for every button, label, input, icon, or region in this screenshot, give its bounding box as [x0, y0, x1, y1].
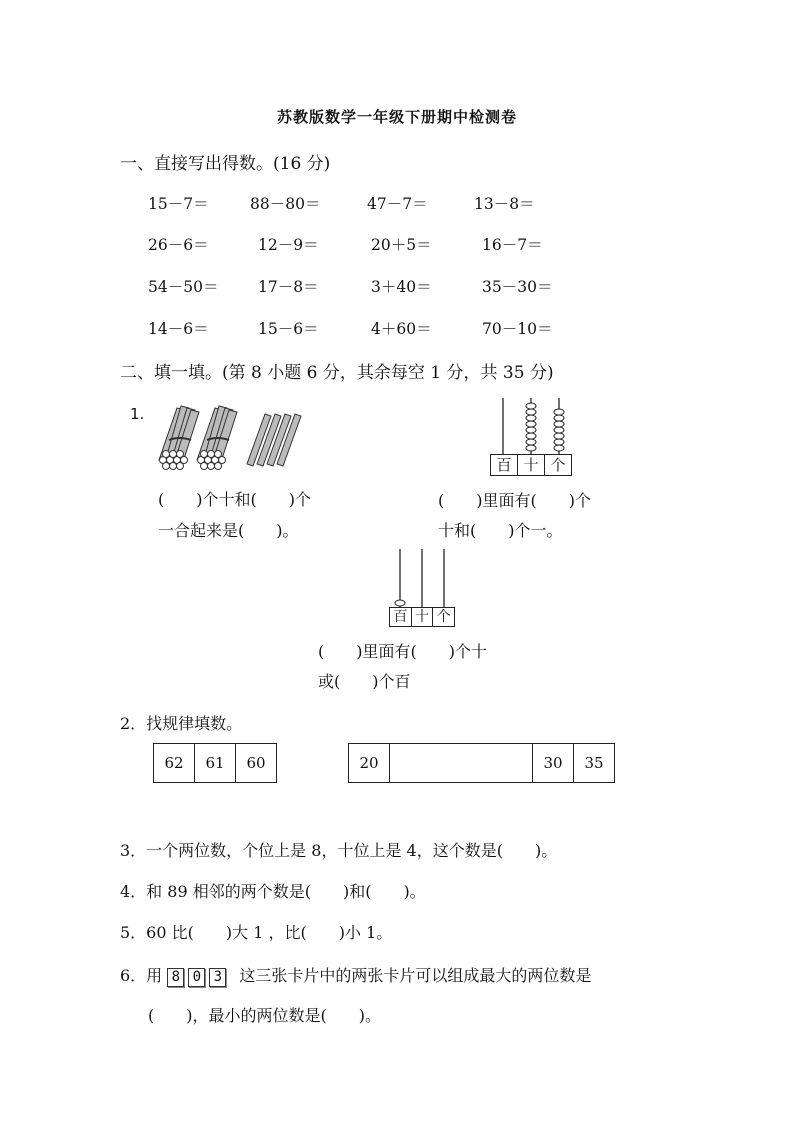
equation: 15－6＝: [258, 320, 319, 338]
abacus-1: [490, 398, 572, 478]
question-6-prefix: 6．用: [120, 966, 163, 985]
stick-bundle-1: [159, 406, 199, 470]
equation: 13－8＝: [474, 195, 535, 213]
equation: 70－10＝: [482, 320, 553, 338]
page-title: 苏教版数学一年级下册期中检测卷: [276, 108, 517, 126]
equation: 88－80＝: [250, 195, 321, 213]
sticks-question-line2: 一合起来是( )。: [158, 521, 299, 540]
number-card: 8: [167, 968, 184, 987]
abacus-label-tens: 十: [412, 608, 434, 626]
question-3: 3．一个两位数，个位上是 8，十位上是 4，这个数是( )。: [120, 841, 558, 860]
abacus-label-ones: 个: [436, 609, 451, 625]
sequence-blank-cell[interactable]: [390, 744, 533, 783]
sequence-cell: 61: [195, 744, 236, 783]
abacus-label-hundreds: 百: [390, 608, 412, 626]
equation: 15－7＝: [148, 195, 209, 213]
number-card: 3: [209, 968, 226, 987]
abacus-label-tens: 十: [518, 455, 545, 475]
sequence-cell: 62: [154, 744, 195, 783]
section2-heading: 二、填一填。(第 8 小题 6 分，其余每空 1 分，共 35 分): [120, 363, 554, 383]
equation: 14－6＝: [148, 320, 209, 338]
equation: 26－6＝: [148, 236, 209, 254]
equation: 16－7＝: [482, 236, 543, 254]
counting-sticks-illustration: [155, 400, 315, 475]
equation: 17－8＝: [258, 278, 319, 296]
abacus1-question-line1: ( )里面有( )个: [438, 491, 591, 510]
equation: 54－50＝: [148, 278, 219, 296]
sequence-1: [153, 743, 277, 783]
abacus1-question-line2: 十和( )个一。: [438, 521, 563, 540]
question-5: 5．60 比( )大 1 ，比( )小 1。: [120, 923, 393, 942]
sequence-cell: 35: [574, 744, 615, 783]
abacus2-question-line1: ( )里面有( )个十: [318, 642, 487, 661]
equation: 12－9＝: [258, 236, 319, 254]
question-6-line2: ( )，最小的两位数是( )。: [148, 1006, 381, 1025]
sequence-cell: 20: [349, 744, 390, 783]
number-card: 0: [188, 968, 205, 987]
equation: 35－30＝: [482, 278, 553, 296]
question-1-number: 1.: [130, 405, 145, 423]
question-6-line1: [120, 963, 591, 987]
equation: 47－7＝: [367, 195, 428, 213]
equation: 3＋40＝: [371, 278, 432, 296]
abacus-label-ones: 个: [550, 456, 566, 474]
section1-heading: 一、直接写出得数。(16 分): [120, 154, 331, 174]
abacus2-question-line2: 或( )个百: [318, 672, 411, 691]
sequence-cell: 60: [236, 744, 277, 783]
question-2: 2．找规律填数。: [120, 714, 243, 733]
stick-bundle-2: [197, 406, 237, 470]
sequence-cell: 30: [533, 744, 574, 783]
question-6-text: 这三张卡片中的两张卡片可以组成最大的两位数是: [239, 966, 592, 985]
abacus-label-hundreds: 百: [491, 455, 518, 475]
sequence-2: [348, 743, 615, 783]
loose-sticks: [247, 414, 301, 466]
sticks-question-line1: ( )个十和( )个: [158, 490, 311, 509]
abacus-2: [389, 549, 455, 627]
equation: 4＋60＝: [371, 320, 432, 338]
question-4: 4．和 89 相邻的两个数是( )和( )。: [120, 882, 426, 901]
equation: 20＋5＝: [371, 236, 432, 254]
